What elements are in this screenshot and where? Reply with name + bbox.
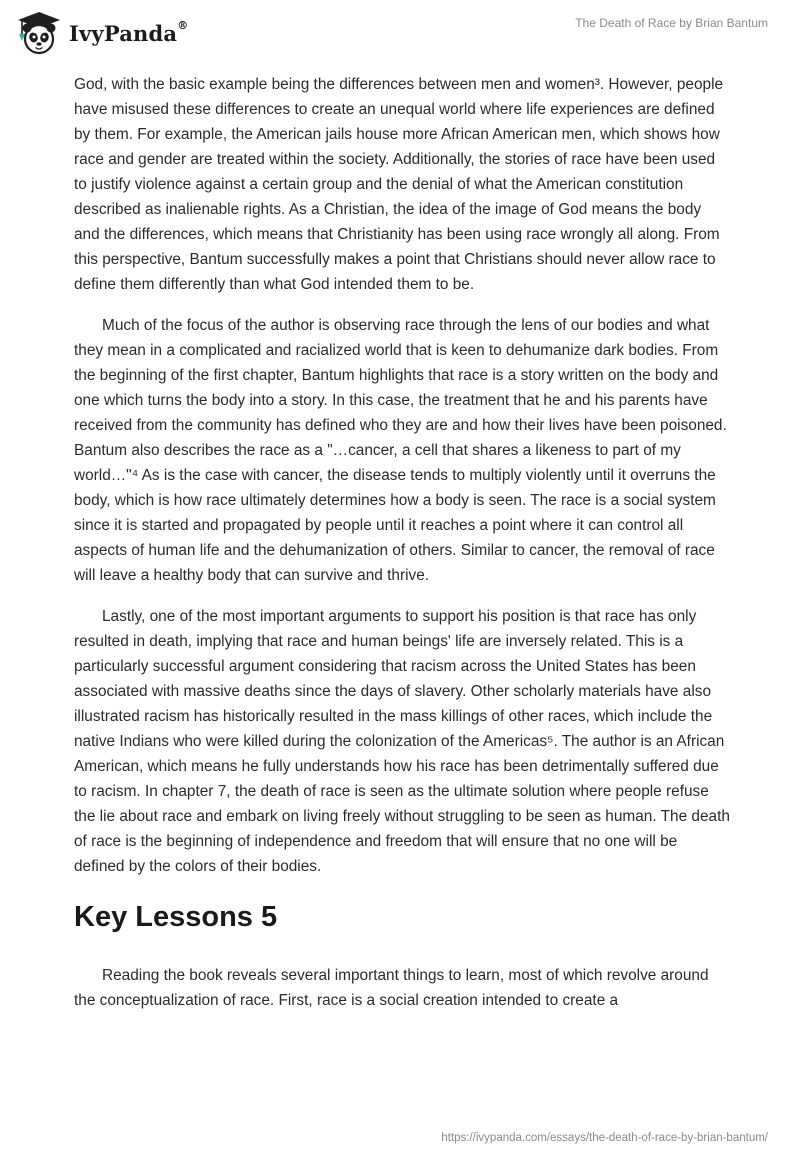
paragraph: Reading the book reveals several important things to learn, most of which revolve around the conceptualization of race. First, race is a social creation intended to create a xyxy=(74,967,709,1009)
section-heading: Key Lessons 5 xyxy=(74,901,278,933)
page-header xyxy=(0,0,800,64)
ivypanda-logo[interactable] xyxy=(14,8,188,58)
document-title: The Death of Race by Brian Bantum xyxy=(575,16,768,30)
paragraph: Lastly, one of the most important arguments to support his position is that race has only resulted in death, implying that race and human beings' life are inversely related. This is a particularly successful argument considering that racism across the United States has been associated with massive deaths since the days of slavery. Other scholarly materials have also illustrated racism has historically resulted in the mass killings of other races, which include the native Indians who were killed during the colonization of the Americas⁵. The author is an African American, which means he fully understands how his race has been detrimentally suffered due to racism. In chapter 7, the death of race is seen as the ultimate solution where people refuse the lie about race and embark on living freely without struggling to be seen as human. The death of race is the beginning of independence and freedom that will ensure that no one will be defined by the colors of their bodies. xyxy=(74,608,730,875)
paragraph: Much of the focus of the author is observing race through the lens of our bodies and what they mean in a complicated and racialized world that is keen to dehumanize dark bodies. From the beginning of the first chapter, Bantum highlights that race is a story written on the body and one which turns the body into a story. In this case, the treatment that he and his parents have received from the community has defined who they are and how their lives have been poisoned. Bantum also describes the race as a "…cancer, a cell that shares a likeness to part of my world…"⁴ As is the case with cancer, the disease tends to multiply violently until it overruns the body, which is how race ultimately determines how a body is seen. The race is a social system since it is started and propagated by people until it reaches a point where it can control all aspects of human life and the dehumanization of others. Similar to cancer, the removal of race will leave a healthy body that can survive and thrive. xyxy=(74,317,727,584)
registered-mark: ® xyxy=(177,18,189,32)
source-url[interactable]: https://ivypanda.com/essays/the-death-of-race-by-brian-bantum/ xyxy=(441,1132,768,1144)
paragraph: God, with the basic example being the differences between men and women³. However, people have misused these differences to create an unequal world where life experiences are defined by them. For example, the American jails house more African American men, which shows how race and gender are treated within the society. Additionally, the stories of race have been used to justify violence against a certain group and the denial of what the American constitution described as inalienable rights. As a Christian, the idea of the image of God means the body and the differences, which means that Christianity has been using race wrongly all along. From this perspective, Bantum successfully makes a point that Christians should never allow race to define them differently than what God intended them to be. xyxy=(74,76,724,293)
brand-name: IvyPanda® xyxy=(69,18,189,46)
essay-body xyxy=(74,72,730,1029)
panda-graduate-icon xyxy=(14,8,64,58)
